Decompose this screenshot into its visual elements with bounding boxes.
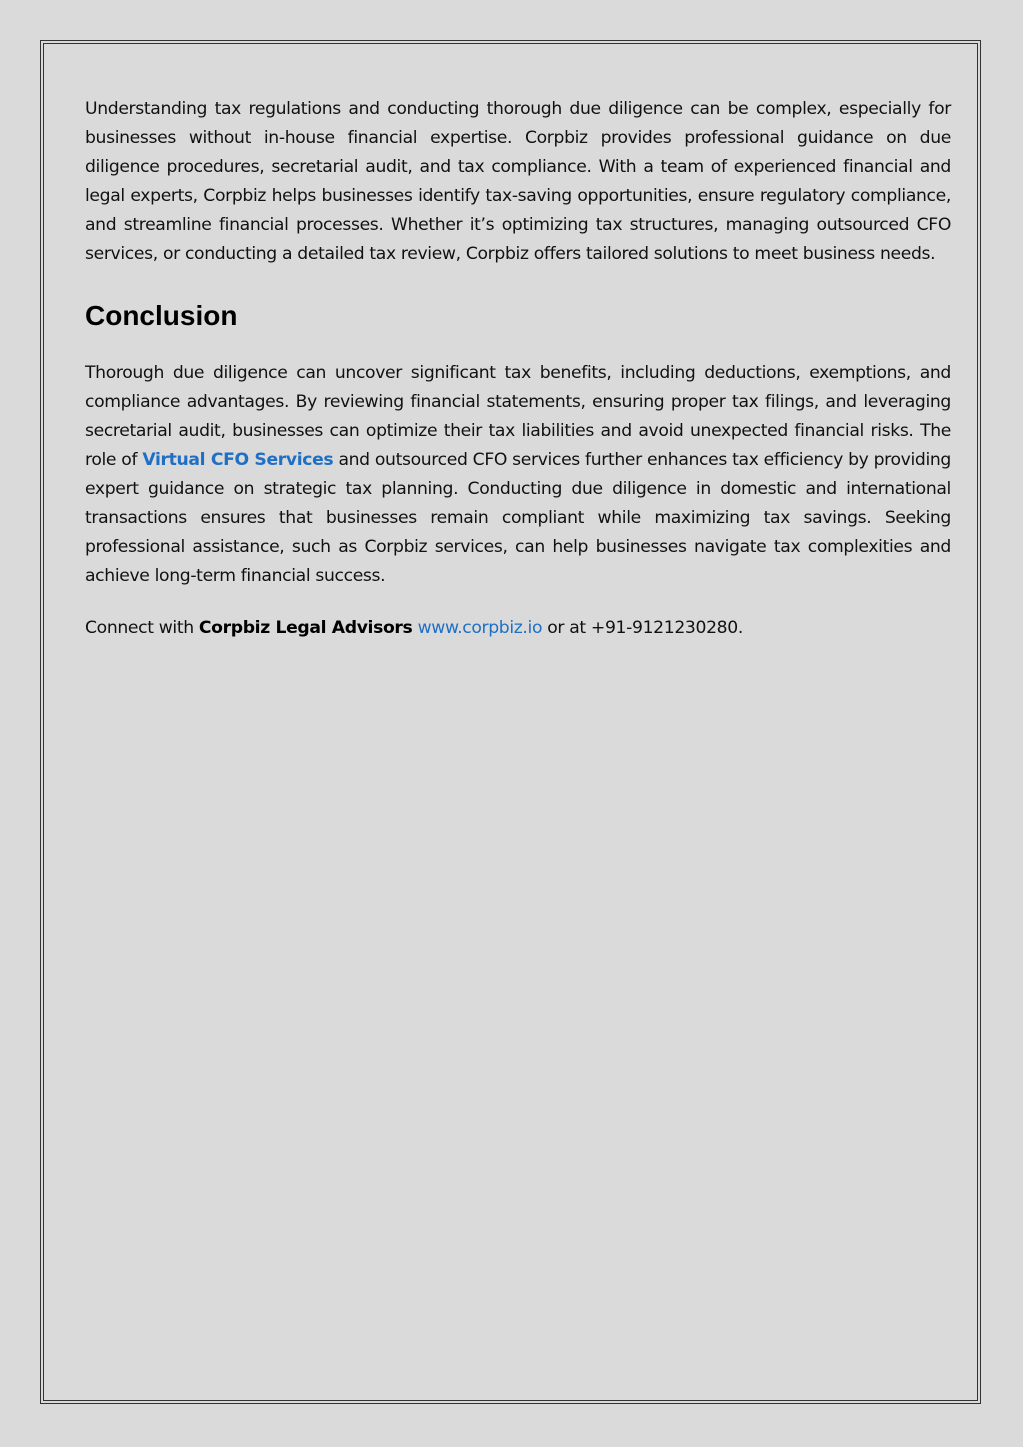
company-name: Corpbiz Legal Advisors — [198, 618, 413, 638]
virtual-cfo-services-link[interactable]: Virtual CFO Services — [142, 450, 334, 470]
conclusion-heading: Conclusion — [85, 300, 238, 331]
page-content — [85, 95, 951, 643]
conclusion-text-after-link: and outsourced CFO services further enhances tax efficiency by providing expert guidance on strategic tax planning. Conducting due diligence in domestic and international transactions ensures that businesses remain compliant while maximizing tax savings. Seeking professional assistance, such as Corpbiz services, can help businesses navigate tax complexities and achieve long-term financial success. — [85, 450, 951, 586]
website-link[interactable]: www.corpbiz.io — [417, 618, 543, 638]
conclusion-paragraph — [85, 359, 951, 591]
connect-prefix: Connect with — [85, 618, 199, 638]
intro-paragraph: Understanding tax regulations and conducting thorough due diligence can be complex, especially for businesses without in-house financial expertise. Corpbiz provides professional guidance on due diligence procedures, secretarial audit, and tax compliance. With a team of experienced financial and legal experts, Corpbiz helps businesses identify tax-saving opportunities, ensure regulatory compliance, and streamline financial processes. Whether it’s optimizing tax structures, managing outsourced CFO services, or conducting a detailed tax review, Corpbiz offers tailored solutions to meet business needs. — [85, 99, 951, 264]
conclusion-text-before-link: Thorough due diligence can uncover significant tax benefits, including deductions, exemptions, and compliance advantages. By reviewing financial statements, ensuring proper tax filings, and leveraging secretarial audit, businesses can optimize their tax liabilities and avoid unexpected financial risks. The role of — [85, 363, 951, 470]
connect-line — [85, 614, 951, 643]
connect-suffix: or at +91-9121230280. — [542, 618, 743, 638]
